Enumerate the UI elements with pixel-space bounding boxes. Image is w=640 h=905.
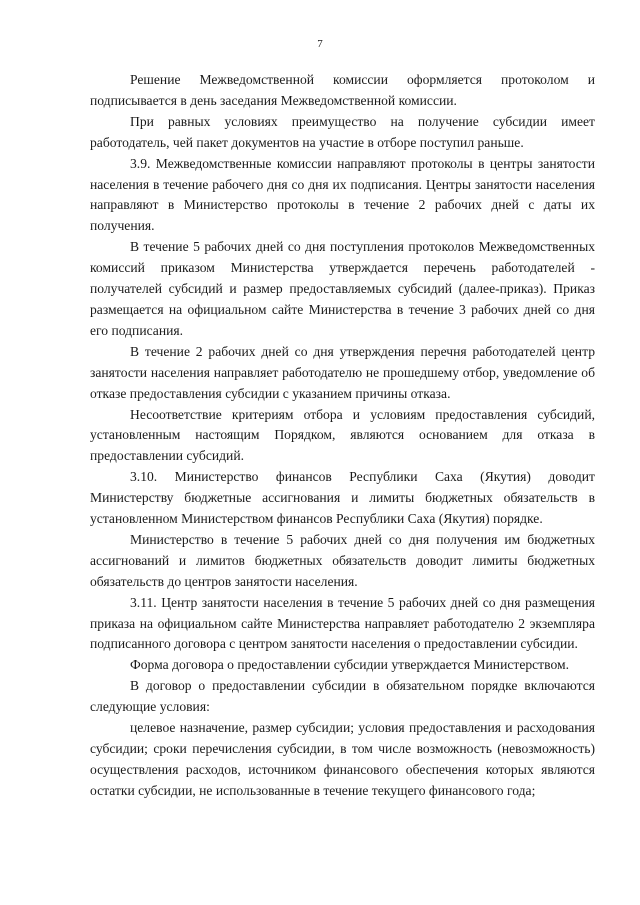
paragraph: Несоответствие критериям отбора и условиям предоставления субсидий, установленным настоящим Порядком, являются основанием для отказа в предоставлении субсидий. (90, 406, 595, 464)
paragraph: В течение 2 рабочих дней со дня утверждения перечня работодателей центр занятости населения направляет работодателю не прошедшему отбор, уведомление об отказе предоставления субсидии с указанием причины отказа. (90, 343, 595, 401)
page-number: 7 (317, 38, 323, 50)
document-body (90, 70, 595, 802)
paragraph: В течение 5 рабочих дней со дня поступления протоколов Межведомственных комиссий приказом Министерства утверждается перечень работодателей - получателей субсидий и размер предоставляемых субсидий (далее-приказ). Приказ размещается на официальном сайте Министерства в течение 3 рабочих дней со дня его подписания. (90, 239, 595, 338)
paragraph: 3.9. Межведомственные комиссии направляют протоколы в центры занятости населения в течение рабочего дня со дня их подписания. Центры занятости населения направляют в Министерство протоколы в течение 2 рабочих дней с даты их получения. (90, 155, 595, 234)
paragraph: Министерство в течение 5 рабочих дней со дня получения им бюджетных ассигнований и лимитов бюджетных обязательств доводит лимиты бюджетных обязательств до центров занятости населения. (90, 531, 595, 589)
paragraph: Форма договора о предоставлении субсидии утверждается Министерством. (130, 657, 569, 673)
paragraph: целевое назначение, размер субсидии; условия предоставления и расходования субсидии; сроки перечисления субсидии, в том числе возможность (невозможность) осуществления расходов, источником финансового обеспечения которых являются остатки субсидии, не использованные в течение текущего финансового года; (90, 720, 595, 798)
paragraph: В договор о предоставлении субсидии в обязательном порядке включаются следующие условия: (90, 678, 595, 715)
paragraph: 3.10. Министерство финансов Республики Саха (Якутия) доводит Министерству бюджетные ассигнования и лимиты бюджетных обязательств в установленном Министерством финансов Республики Саха (Якутия) порядке. (90, 469, 595, 527)
paragraph: 3.11. Центр занятости населения в течение 5 рабочих дней со дня размещения приказа на официальном сайте Министерства направляет работодателю 2 экземпляра подписанного договора с центром занятости населения о предоставлении субсидии. (90, 594, 595, 652)
paragraph: Решение Межведомственной комиссии оформляется протоколом и подписывается в день заседания Межведомственной комиссии. (90, 72, 595, 108)
paragraph: При равных условиях преимущество на получение субсидии имеет работодатель, чей пакет документов на участие в отборе поступил раньше. (90, 113, 595, 150)
